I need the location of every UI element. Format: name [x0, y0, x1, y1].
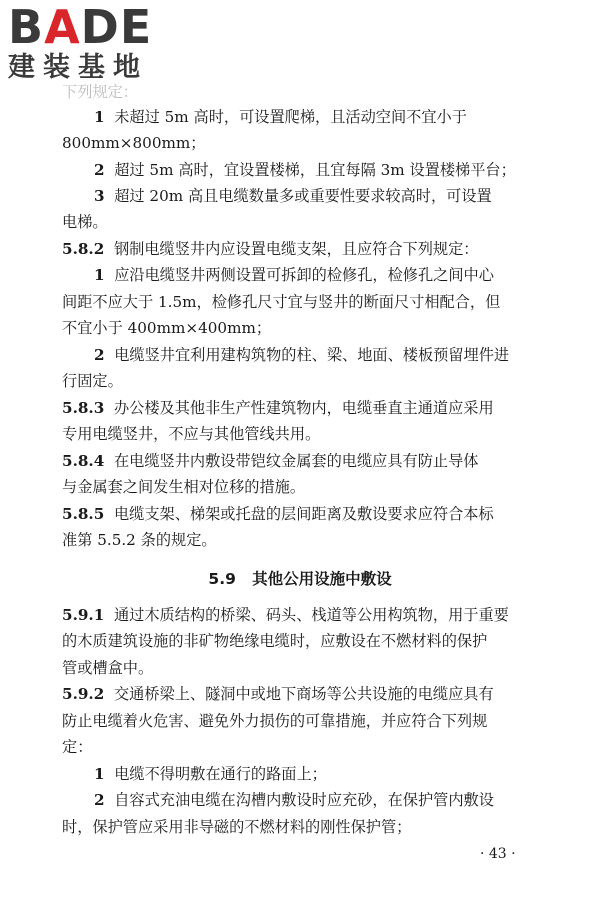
text-line: 间距不应大于 1.5m，检修孔尺寸宜与竖井的断面尺寸相配合，但 [62, 293, 501, 311]
clause-5-8-3: 5.8.3 办公楼及其他非生产性建筑物内，电缆垂直主通道应采用 [62, 399, 494, 417]
text-line: 行固定。 [62, 372, 123, 390]
list-item: 1 电缆不得明敷在通行的路面上； [94, 765, 327, 783]
list-item: 2 电缆竖井宜利用建构筑物的柱、梁、地面、楼板预留埋件进 [94, 346, 510, 364]
watermark-brand: BADE [8, 0, 153, 54]
text-line: 电梯。 [62, 213, 108, 231]
list-item: 1 应沿电缆竖井两侧设置可拆卸的检修孔，检修孔之间中心 [94, 266, 494, 284]
text-line: 800mm×800mm； [62, 134, 206, 152]
text-line: 定： [62, 738, 93, 756]
watermark-subtitle: 建装基地 [8, 52, 148, 83]
section-heading: 5.9 其他公用设施中敷设 [208, 570, 392, 588]
list-item: 1 未超过 5m 高时，可设置爬梯，且活动空间不宜小于 [94, 108, 467, 126]
list-item: 2 自容式充油电缆在沟槽内敷设时应充砂，在保护管内敷设 [94, 791, 494, 809]
text-line: 防止电缆着火危害、避免外力损伤的可靠措施，并应符合下列规 [62, 712, 488, 730]
clause-5-8-2: 5.8.2 钢制电缆竖井内应设置电缆支架，且应符合下列规定： [62, 240, 479, 258]
text-line: 不宜小于 400mm×400mm； [62, 319, 272, 337]
text-line: 的木质建筑设施的非矿物绝缘电缆时，应敷设在不燃材料的保护 [62, 632, 488, 650]
list-item: 2 超过 5m 高时，宜设置楼梯，且宜每隔 3m 设置楼梯平台； [94, 161, 516, 179]
text-line: 下列规定： [62, 83, 138, 101]
clause-5-9-2: 5.9.2 交通桥梁上、隧洞中或地下商场等公共设施的电缆应具有 [62, 685, 494, 703]
page-number: · 43 · [480, 846, 516, 862]
clause-5-8-4: 5.8.4 在电缆竖井内敷设带铠纹金属套的电缆应具有防止导体 [62, 452, 479, 470]
text-line: 专用电缆竖井，不应与其他管线共用。 [62, 425, 321, 443]
text-line: 时，保护管应采用非导磁的不燃材料的刚性保护管； [62, 818, 412, 836]
text-line: 与金属套之间发生相对位移的措施。 [62, 478, 305, 496]
text-line: 管或槽盒中。 [62, 659, 154, 677]
text-line: 准第 5.5.2 条的规定。 [62, 531, 217, 549]
clause-5-9-1: 5.9.1 通过木质结构的桥梁、码头、栈道等公用构筑物，用于重要 [62, 606, 509, 624]
watermark-logo [8, 0, 178, 94]
clause-5-8-5: 5.8.5 电缆支架、梯架或托盘的层间距离及敷设要求应符合本标 [62, 505, 494, 523]
list-item: 3 超过 20m 高且电缆数量多或重要性要求较高时，可设置 [94, 187, 492, 205]
